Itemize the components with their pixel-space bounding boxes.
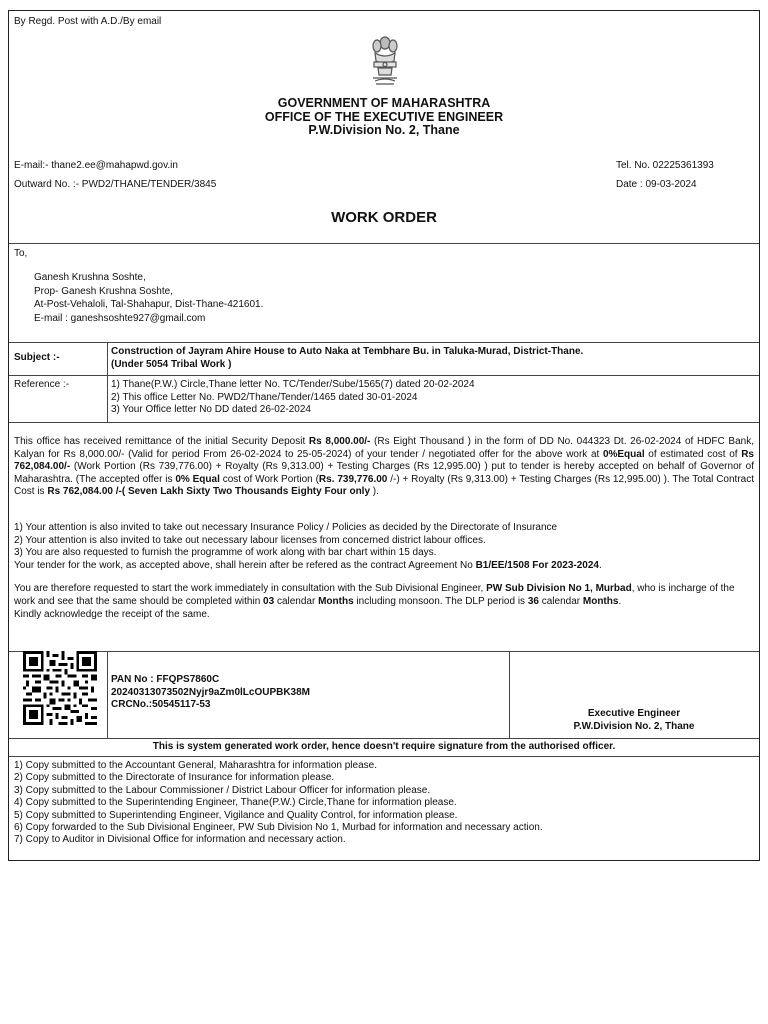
- office-email: E-mail:- thane2.ee@mahapwd.gov.in: [14, 160, 178, 171]
- office-tel: Tel. No. 02225361393: [616, 160, 714, 171]
- acceptance-paragraph: This office has received remittance of the initial Security Deposit Rs 8,000.00/- (Rs Eight Thousand ) in the form of DD No. 044323 Dt. 26-02-2024 of HDFC Bank, Kalyan for Rs 8,000.00/- (Valid for period From 26-02-2024 to 25-05-2024) of your tender / negotiated offer for the above work at 0%Equal of estimated cost of Rs 762,084.00/- (Work Portion (Rs 739,776.00) + Royalty (Rs 9,313.00) + Testing Charges (Rs 12,995.00) ) put to tender is hereby accepted on behalf of Governor of Maharashtra. (The accepted offer is 0% Equal cost of Work Portion (Rs. 739,776.00 /-) + Royalty (Rs 9,313.00) + Testing Charges (Rs 12,995.00) ). The Total Contract Cost is Rs 762,084.00 /-( Seven Lakh Sixty Two Thousands Eighty Four only ).: [14, 436, 754, 497]
- copy-item: 3) Copy submitted to the Labour Commissioner / District Labour Officer for information please.: [14, 784, 431, 796]
- instruction-item: 3) You are also requested to furnish the programme of work along with bar chart within 15 days.: [14, 547, 437, 558]
- copy-distribution-list: [14, 760, 543, 847]
- start-work-paragraph: You are therefore requested to start the work immediately in consultation with the Sub Divisional Engineer, PW Sub Division No 1, Murbad, who is incharge of the work and see that the same should be completed within 03 calendar Months including monsoon. The DLP period is 36 calendar Months.: [14, 583, 735, 607]
- work-order-document: [8, 10, 760, 861]
- instruction-item: 1) Your attention is also invited to take out necessary Insurance Policy / Policies as decided by the Directorate of Insurance: [14, 522, 558, 533]
- state-emblem-icon: [369, 33, 401, 87]
- pan-number: PAN No : FFQPS7860C: [111, 674, 220, 685]
- signatory-office: P.W.Division No. 2, Thane: [573, 720, 695, 732]
- header-line-2: OFFICE OF THE EXECUTIVE ENGINEER: [264, 109, 504, 124]
- copy-item: 5) Copy submitted to Superintending Engineer, Vigilance and Quality Control, for information please.: [14, 809, 458, 821]
- copy-item: 4) Copy submitted to the Superintending Engineer, Thane(P.W.) Circle,Thane for information please.: [14, 797, 457, 809]
- copy-item: 2) Copy submitted to the Directorate of Insurance for information please.: [14, 772, 335, 784]
- instructions-list: [14, 522, 754, 572]
- header-line-1: GOVERNMENT OF MAHARASHTRA: [277, 96, 491, 110]
- system-generated-note: This is system generated work order, hence doesn't require signature from the authorised officer.: [152, 741, 616, 752]
- acknowledge-line: Kindly acknowledge the receipt of the same.: [14, 609, 210, 620]
- recipient-line: At-Post-Vehaloli, Tal-Shahapur, Dist-Thane-421601.: [34, 299, 264, 310]
- office-header: [9, 97, 759, 138]
- recipient-line: Prop- Ganesh Krushna Soshte,: [34, 285, 173, 297]
- subject-line-2: (Under 5054 Tribal Work ): [111, 358, 232, 370]
- document-title: WORK ORDER: [331, 209, 437, 226]
- subject-line-1: Construction of Jayram Ahire House to Auto Naka at Tembhare Bu. in Taluka-Murad, District-Thane.: [111, 346, 584, 357]
- outward-number: Outward No. :- PWD2/THANE/TENDER/3845: [14, 179, 217, 190]
- agreement-line: Your tender for the work, as accepted above, shall herein after be refered as the contract Agreement No B1/EE/1508 For 2023-2024.: [14, 559, 602, 571]
- signatory-title: Executive Engineer: [587, 708, 681, 719]
- reference-label: Reference :-: [14, 379, 70, 390]
- reference-item: 2) This office Letter No. PWD2/Thane/Tender/1465 dated 30-01-2024: [111, 391, 418, 403]
- header-line-3: P.W.Division No. 2, Thane: [308, 123, 460, 137]
- signatory-block: [509, 708, 759, 733]
- crc-number: CRCNo.:50545117-53: [111, 699, 211, 710]
- recipient-line: Ganesh Krushna Soshte,: [34, 272, 146, 283]
- copy-item: 7) Copy to Auditor in Divisional Office for information and necessary action.: [14, 834, 346, 846]
- reference-item: 3) Your Office letter No DD dated 26-02-2024: [111, 404, 311, 415]
- recipient-address: [34, 271, 263, 325]
- order-date: Date : 09-03-2024: [616, 179, 697, 190]
- instruction-item: 2) Your attention is also invited to take out necessary labour licenses from concerned district labour offices.: [14, 534, 486, 546]
- copy-item: 6) Copy forwarded to the Sub Divisional Engineer, PW Sub Division No 1, Murbad for information and necessary action.: [14, 822, 543, 834]
- copy-item: 1) Copy submitted to the Accountant General, Maharashtra for information please.: [14, 760, 377, 771]
- reference-item: 1) Thane(P.W.) Circle,Thane letter No. TC/Tender/Sube/1565(7) dated 20-02-2024: [111, 379, 475, 390]
- reference-list: [111, 379, 751, 417]
- delivery-note: By Regd. Post with A.D./By email: [14, 16, 162, 27]
- transaction-id: 20240313073502Nyjr9aZm0lLcOUPBK38M: [111, 686, 311, 698]
- recipient-email: E-mail : ganeshsoshte927@gmail.com: [34, 312, 206, 324]
- subject-text: [111, 346, 751, 371]
- to-label: To,: [14, 248, 28, 259]
- subject-label: Subject :-: [14, 352, 60, 363]
- qr-code-icon: [23, 651, 97, 725]
- pan-details: [111, 674, 310, 712]
